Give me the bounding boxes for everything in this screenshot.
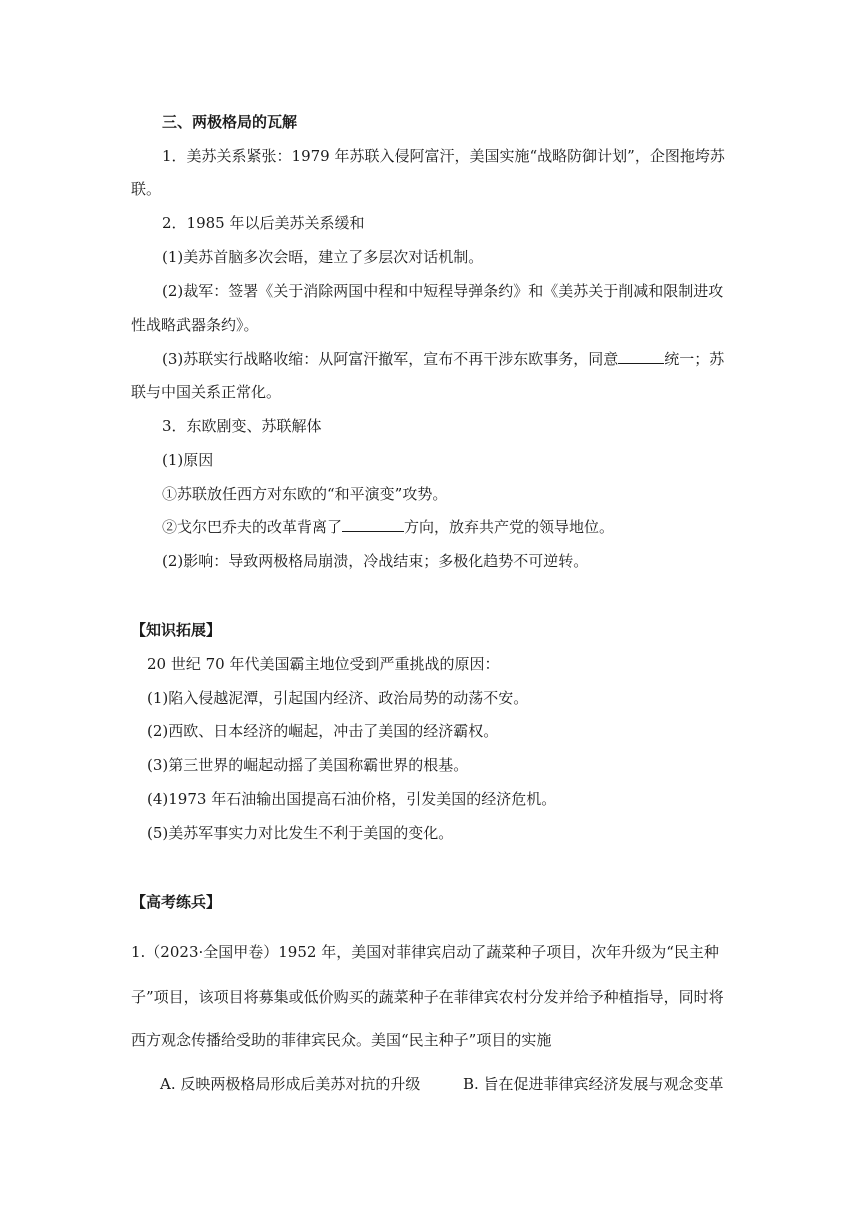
paragraph-item3-cause2	[162, 517, 614, 537]
text-after-blank: 统一；苏	[664, 350, 725, 368]
extension-reason: (3)第三世界的崛起动摇了美国称霸世界的根基。	[147, 756, 469, 774]
extension-reason: (1)陷入侵越泥潭，引起国内经济、政治局势的动荡不安。	[147, 689, 529, 707]
paragraph-item3-cause: (1)原因	[162, 451, 214, 469]
paragraph-item3: 3．东欧剧变、苏联解体	[162, 417, 322, 435]
extension-reason: (4)1973 年石油输出国提高石油价格，引发美国的经济危机。	[147, 790, 557, 808]
text-before-blank: (3)苏联实行战略收缩：从阿富汗撤军，宣布不再干涉东欧事务，同意	[162, 350, 619, 368]
paragraph-item2-sub2-line1: (2)裁军：签署《关于消除两国中程和中短程导弹条约》和《美苏关于削减和限制进攻	[162, 282, 724, 300]
text-before-blank: ②戈尔巴乔夫的改革背离了	[162, 518, 343, 536]
fill-blank[interactable]	[342, 517, 404, 532]
extension-intro: 20 世纪 70 年代美国霸主地位受到严重挑战的原因：	[147, 655, 500, 673]
question-1-line1: 1.（2023·全国甲卷）1952 年，美国对菲律宾启动了蔬菜种子项目，次年升级为“民主种	[131, 943, 719, 961]
paragraph-item2-sub1: (1)美苏首脑多次会晤，建立了多层次对话机制。	[162, 248, 484, 266]
extension-reason: (5)美苏军事实力对比发生不利于美国的变化。	[147, 824, 454, 842]
paragraph-item2: 2．1985 年以后美苏关系缓和	[162, 214, 365, 232]
paragraph-item2-sub3-line2: 联与中国关系正常化。	[131, 383, 282, 401]
paragraph-item2-sub2-line2: 性战略武器条约》。	[131, 316, 259, 334]
paragraph-item2-sub3-line1	[162, 349, 724, 369]
question-1-line3: 西方观念传播给受助的菲律宾民众。美国“民主种子”项目的实施	[131, 1031, 552, 1049]
practice-heading: 【高考练兵】	[131, 893, 222, 911]
fill-blank[interactable]	[618, 349, 664, 364]
option-a[interactable]: A. 反映两极格局形成后美苏对抗的升级	[160, 1075, 421, 1093]
extension-heading: 【知识拓展】	[131, 621, 222, 639]
section-heading: 三、两极格局的瓦解	[162, 113, 298, 131]
text-after-blank: 方向，放弃共产党的领导地位。	[404, 518, 615, 536]
paragraph-item1-line1: 1．美苏关系紧张：1979 年苏联入侵阿富汗，美国实施“战略防御计划”，企图拖垮苏	[162, 147, 725, 165]
paragraph-item1-line2: 联。	[131, 180, 162, 198]
extension-reason: (2)西欧、日本经济的崛起，冲击了美国的经济霸权。	[147, 722, 499, 740]
option-b[interactable]: B. 旨在促进菲律宾经济发展与观念变革	[463, 1075, 724, 1093]
paragraph-item3-cause1: ①苏联放任西方对东欧的“和平演变”攻势。	[162, 485, 448, 503]
question-1-line2: 子”项目，该项目将募集或低价购买的蔬菜种子在菲律宾农村分发并给予种植指导，同时将	[131, 988, 724, 1006]
paragraph-item3-effect: (2)影响：导致两极格局崩溃，冷战结束；多极化趋势不可逆转。	[162, 552, 589, 570]
